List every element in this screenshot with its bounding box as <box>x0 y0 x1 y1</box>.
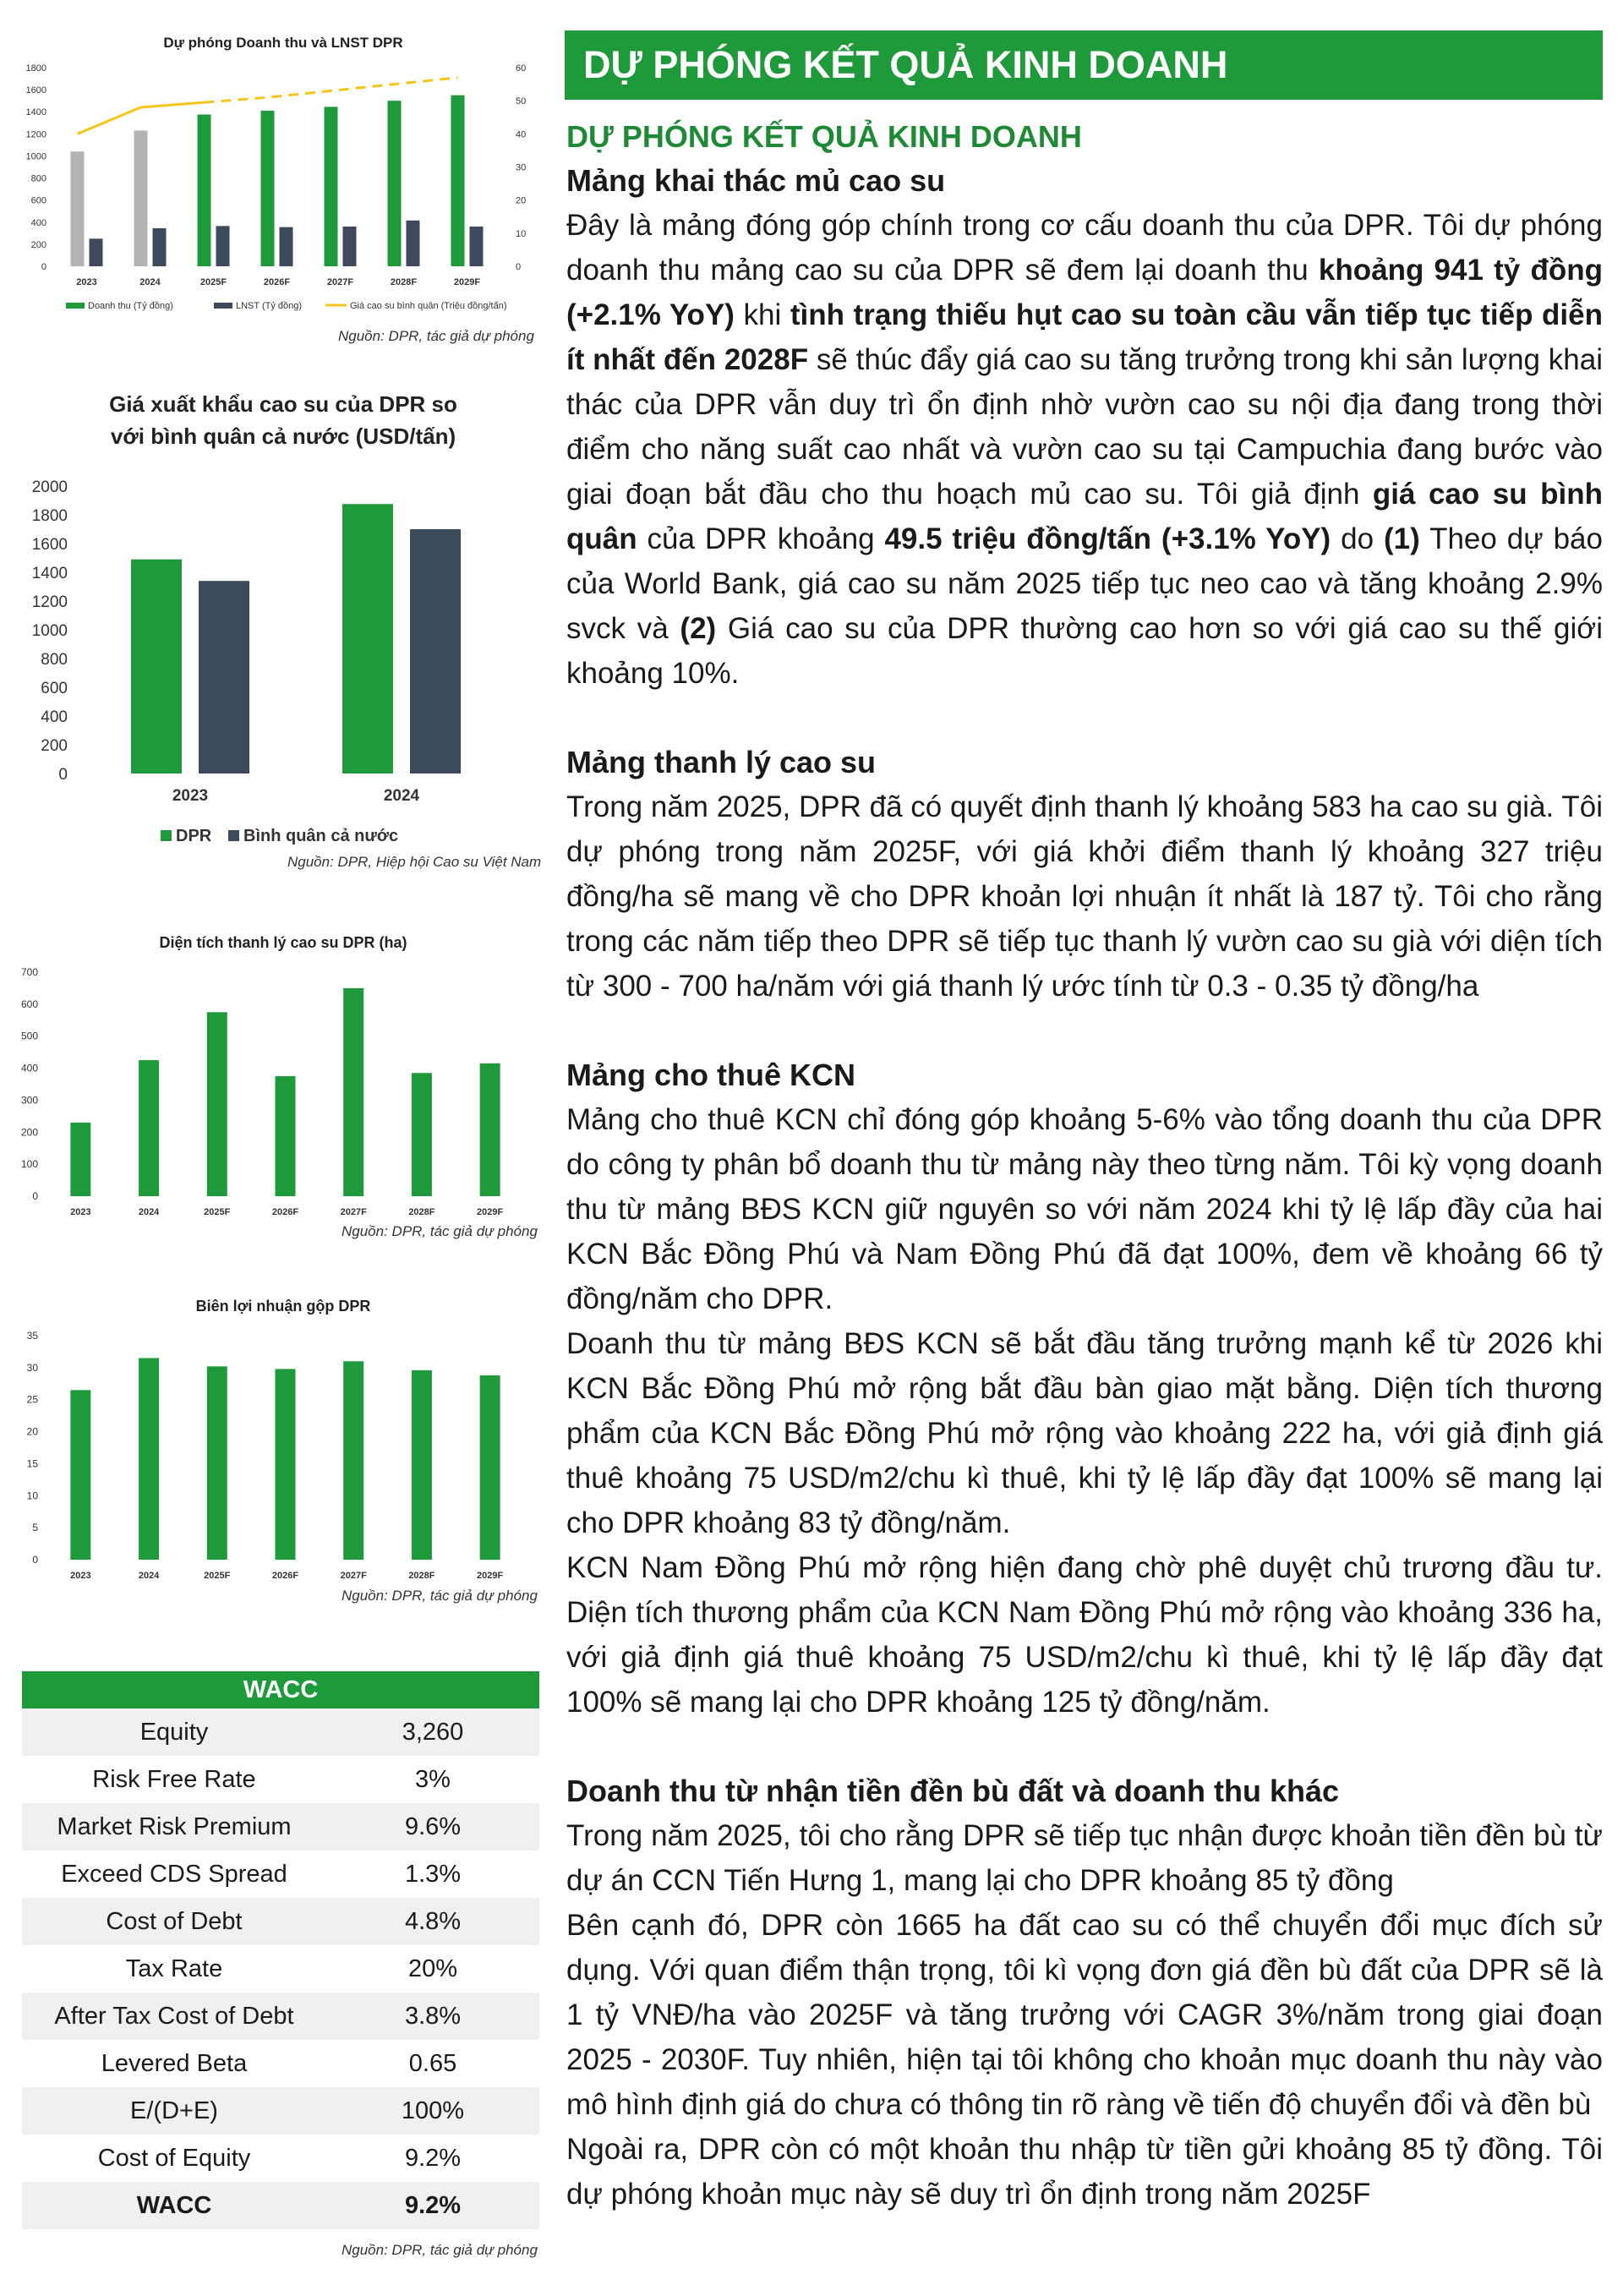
chart-title: Biên lợi nhuận gộp DPR <box>195 1298 371 1315</box>
x-tick-label: 2025F <box>204 1571 231 1581</box>
x-tick-label: 2029F <box>453 277 481 287</box>
y-tick-label: 5 <box>32 1522 38 1534</box>
y-tick-label: 1800 <box>31 507 68 525</box>
bold-run: khoảng 941 tỷ đồng (+2.1% YoY) <box>566 254 1603 331</box>
wacc-row-value: 9.6% <box>404 1812 462 1840</box>
wacc-row-label: E/(D+E) <box>130 2096 218 2124</box>
wacc-row-value: 9.2% <box>404 2144 462 2172</box>
legend-swatch-revenue <box>66 303 85 309</box>
chart-liquidation-area <box>17 926 549 1230</box>
chart-export-price-svg <box>17 385 549 858</box>
bar <box>412 1370 432 1560</box>
bold-run: (1) <box>1384 522 1420 555</box>
chart-revenue-profit-svg <box>17 25 549 355</box>
price-line-actual <box>78 102 205 134</box>
y-tick-label: 500 <box>20 1030 38 1042</box>
wacc-source: Nguồn: DPR, tác giả dự phóng <box>342 2242 538 2258</box>
profit-bar <box>153 228 167 266</box>
section-industrial-park-paragraph-3: KCN Nam Đồng Phú mở rộng hiện đang chờ phê duyệt chủ trương đầu tư. Diện tích thương phẩm của KCN Nam Đồng Phú mở rộng vào khoảng 336 ha, với giả định giá thuê khoảng 75 USD/m2/chu kì thuê, khi tỷ lệ lấp đầy đạt 100% sẽ mang lại cho DPR khoảng 125 tỷ đồng/năm. <box>566 1551 1603 1719</box>
y-tick-label: 1400 <box>25 107 46 118</box>
wacc-row-label: Levered Beta <box>101 2049 248 2077</box>
bar <box>343 988 363 1196</box>
y-tick-label: 1400 <box>31 565 68 582</box>
x-tick-label: 2026F <box>263 277 291 287</box>
wacc-row <box>22 2087 539 2135</box>
x-tick-label: 2026F <box>271 1207 299 1217</box>
section-rubber-paragraph <box>566 203 1603 696</box>
section-industrial-park-paragraph-1: Mảng cho thuê KCN chỉ đóng góp khoảng 5-6% vào tổng doanh thu của DPR do công ty phân bổ doanh thu từ mảng này theo từng năm. Tôi kỳ vọng doanh thu từ mảng BĐS KCN giữ nguyên so với năm 2024 khi tỷ lệ lấp đầy của hai KCN Bắc Đồng Phú và Nam Đồng Phú đã đạt 100%, đem về khoảng 66 tỷ đồng/năm cho DPR. <box>566 1103 1603 1315</box>
section-liquidation-paragraph: Trong năm 2025, DPR đã có quyết định thanh lý khoảng 583 ha cao su già. Tôi dự phóng trong năm 2025F, với giá khởi điểm thanh lý khoảng 327 triệu đồng/ha sẽ mang về cho DPR khoản lợi nhuận ít nhất là 187 tỷ. Tôi cho rằng trong các năm tiếp theo DPR sẽ tiếp tục thanh lý vườn cao su già với diện tích từ 300 - 700 ha/năm với giá thanh lý ước tính từ 0.3 - 0.35 tỷ đồng/ha <box>566 790 1603 1003</box>
chart-liquidation-area-source: Nguồn: DPR, tác giả dự phóng <box>342 1223 538 1239</box>
x-tick-label: 2023 <box>70 1571 91 1581</box>
legend-label: Giá cao su bình quân (Triệu đồng/tấn) <box>350 301 507 311</box>
legend-swatch-profit <box>214 303 232 309</box>
revenue-bar <box>388 101 402 266</box>
y2-tick-label: 0 <box>516 262 522 272</box>
y-tick-label: 20 <box>26 1425 38 1438</box>
wacc-row <box>22 2182 539 2229</box>
wacc-row <box>22 1756 539 1803</box>
dpr-bar <box>131 560 182 774</box>
text-run: khi <box>734 298 790 331</box>
y-tick-label: 400 <box>20 1062 38 1074</box>
wacc-row-label: Equity <box>139 1718 209 1746</box>
bar <box>480 1063 500 1196</box>
text-run: Theo dự báo của World Bank, giá cao su năm 2025 tiếp tục neo cao và tăng khoảng 2.9% svck và <box>566 522 1603 645</box>
profit-bar <box>216 226 230 266</box>
y-tick-label: 800 <box>41 651 68 669</box>
chart-revenue-profit <box>17 25 549 355</box>
chart-liquidation-area-svg <box>17 926 549 1230</box>
x-tick-label: 2029F <box>477 1207 504 1217</box>
wacc-row <box>22 2135 539 2182</box>
dpr-bar <box>342 504 393 774</box>
x-tick-label: 2025F <box>204 1207 231 1217</box>
x-tick-label: 2029F <box>477 1571 504 1581</box>
chart-revenue-profit-source: Nguồn: DPR, tác giả dự phóng <box>338 328 534 344</box>
section-compensation-paragraph-3: Ngoài ra, DPR còn có một khoản thu nhập từ tiền gửi khoảng 85 tỷ đồng. Tôi dự phóng khoản mục này sẽ duy trì ổn định trong năm 2025F <box>566 2133 1603 2211</box>
y2-tick-label: 50 <box>516 96 527 107</box>
section-industrial-park-title: Mảng cho thuê KCN <box>566 1058 855 1092</box>
wacc-table <box>22 1671 539 2229</box>
article-subtitle: DỰ PHÓNG KẾT QUẢ KINH DOANH <box>566 119 1082 154</box>
wacc-row <box>22 2040 539 2087</box>
legend-label: Bình quân cả nước <box>243 827 399 845</box>
y-tick-label: 1200 <box>25 129 46 140</box>
y-tick-label: 400 <box>30 217 46 228</box>
x-tick-label: 2024 <box>139 277 161 287</box>
y-tick-label: 35 <box>26 1330 38 1342</box>
wacc-row <box>22 1945 539 1993</box>
section-compensation-paragraph-2: Bên cạnh đó, DPR còn 1665 ha đất cao su có thể chuyển đổi mục đích sử dụng. Với quan điểm thận trọng, tôi kì vọng đơn giá đền bù đất của DPR sẽ là 1 tỷ VNĐ/ha vào 2025F và tăng trưởng với CAGR 3%/năm trong giai đoạn 2025 - 2030F. Tuy nhiên, hiện tại tôi không cho khoản mục doanh thu này vào mô hình định giá do chưa có thông tin rõ ràng về tiến độ chuyển đổi và đền bù <box>566 1909 1603 2121</box>
text-run: sẽ thúc đẩy giá cao su tăng trưởng trong khi sản lượng khai thác của DPR vẫn duy trì ổn định nhờ vườn cao su nội địa đang trong thời điểm cho năng suất cao nhất và vườn cao su tại Campuchia đang bước vào giai đoạn bắt đầu cho thu hoạch mủ cao su. Tôi giả định <box>566 343 1603 511</box>
y2-tick-label: 30 <box>516 162 527 173</box>
section-industrial-park-paragraph-2: Doanh thu từ mảng BĐS KCN sẽ bắt đầu tăng trưởng mạnh kể từ 2026 khi KCN Bắc Đồng Phú mở rộng bắt đầu bàn giao mặt bằng. Diện tích thương phẩm của KCN Bắc Đồng Phú mở rộng vào khoảng 222 ha, với giả định giá thuê khoảng 75 USD/m2/chu kì thuê, khi tỷ lệ lấp đầy đạt 100% sẽ mang lại cho DPR khoảng 83 tỷ đồng/năm. <box>566 1327 1603 1539</box>
y-tick-label: 300 <box>20 1094 38 1107</box>
y-tick-label: 200 <box>20 1126 38 1139</box>
wacc-row-value: 3% <box>415 1765 451 1793</box>
legend-label: Doanh thu (Tỷ đồng) <box>88 301 173 311</box>
y-tick-label: 1000 <box>31 622 68 640</box>
chart-title: Diện tích thanh lý cao su DPR (ha) <box>159 934 407 951</box>
y-tick-label: 200 <box>41 737 68 755</box>
x-tick-label: 2023 <box>76 277 97 287</box>
wacc-row-label: Tax Rate <box>125 1954 223 1982</box>
y-tick-label: 0 <box>32 1554 38 1566</box>
y2-tick-label: 10 <box>516 228 527 239</box>
x-tick-label: 2024 <box>138 1571 160 1581</box>
wacc-row-value: 1.3% <box>404 1860 462 1888</box>
bar <box>139 1060 159 1196</box>
y-tick-label: 1000 <box>25 151 46 162</box>
y-tick-label: 30 <box>26 1361 38 1374</box>
section-liquidation-title: Mảng thanh lý cao su <box>566 745 877 779</box>
x-tick-label: 2026F <box>271 1571 299 1581</box>
bar <box>276 1076 296 1196</box>
wacc-row-label: Market Risk Premium <box>57 1812 292 1840</box>
revenue-bar <box>325 107 338 266</box>
bar <box>70 1390 90 1560</box>
bar <box>343 1361 363 1560</box>
wacc-row-label: Risk Free Rate <box>92 1765 256 1793</box>
chart-export-price <box>17 385 549 858</box>
y-tick-label: 1600 <box>31 536 68 554</box>
bold-run: tình trạng thiếu hụt cao su toàn cầu vẫn tiếp tục tiếp diễn ít nhất đến 2028F <box>566 298 1603 376</box>
legend-label: DPR <box>176 827 212 845</box>
x-tick-label: 2027F <box>340 1571 367 1581</box>
wacc-row <box>22 1993 539 2040</box>
chart-title-line2: với bình quân cả nước (USD/tấn) <box>110 424 456 449</box>
bold-run: (2) <box>680 612 717 645</box>
y-tick-label: 1800 <box>25 63 46 74</box>
legend-label: LNST (Tỷ đồng) <box>236 301 303 311</box>
chart-export-price-source: Nguồn: DPR, Hiệp hội Cao su Việt Nam <box>287 854 542 870</box>
wacc-row-value: 9.2% <box>404 2191 462 2219</box>
bar <box>207 1012 227 1196</box>
bar <box>480 1375 500 1560</box>
legend-swatch-avg <box>228 830 239 841</box>
y-tick-label: 1200 <box>31 593 68 611</box>
profit-bar <box>90 238 103 266</box>
bar <box>276 1369 296 1560</box>
bar <box>207 1366 227 1560</box>
wacc-row <box>22 1803 539 1850</box>
wacc-row-label: After Tax Cost of Debt <box>54 2002 294 2030</box>
x-tick-label: 2023 <box>70 1207 91 1217</box>
chart-gross-margin <box>17 1289 549 1594</box>
y-tick-label: 600 <box>20 998 38 1010</box>
wacc-row-label: Cost of Equity <box>97 2144 251 2172</box>
x-tick-label: 2025F <box>199 277 227 287</box>
profit-bar <box>470 227 484 266</box>
y-tick-label: 0 <box>32 1190 38 1202</box>
revenue-bar <box>261 111 275 266</box>
y2-tick-label: 60 <box>516 63 527 74</box>
chart-gross-margin-source: Nguồn: DPR, tác giả dự phóng <box>342 1588 538 1604</box>
x-tick-label: 2027F <box>340 1207 367 1217</box>
section-compensation-title: Doanh thu từ nhận tiền đền bù đất và doanh thu khác <box>566 1774 1340 1808</box>
x-tick-label: 2024 <box>138 1207 160 1217</box>
bold-run: giá cao su bình quân <box>566 478 1603 555</box>
wacc-row <box>22 1898 539 1945</box>
legend-swatch-dpr <box>161 830 172 841</box>
x-tick-label: 2027F <box>326 277 354 287</box>
y-tick-label: 200 <box>30 239 46 250</box>
y-tick-label: 100 <box>20 1158 38 1171</box>
y-tick-label: 0 <box>58 766 68 784</box>
chart-gross-margin-svg <box>17 1289 549 1594</box>
wacc-row-label: WACC <box>136 2191 212 2219</box>
wacc-row-value: 100% <box>401 2096 465 2124</box>
revenue-bar <box>451 96 465 266</box>
chart-title: Dự phóng Doanh thu và LNST DPR <box>163 35 403 51</box>
y-tick-label: 600 <box>41 680 68 697</box>
profit-bar <box>343 227 357 266</box>
wacc-row-label: Exceed CDS Spread <box>61 1860 287 1888</box>
wacc-row <box>22 1708 539 1756</box>
price-line-forecast <box>205 78 458 102</box>
wacc-row-value: 4.8% <box>404 1907 462 1935</box>
x-tick-label: 2028F <box>408 1207 435 1217</box>
national-avg-bar <box>199 581 249 774</box>
national-avg-bar <box>410 529 461 774</box>
wacc-row-label: Cost of Debt <box>106 1907 243 1935</box>
y2-tick-label: 40 <box>516 129 527 140</box>
y-tick-label: 600 <box>30 195 46 206</box>
revenue-bar <box>71 151 85 266</box>
wacc-table-body <box>22 1708 539 2229</box>
x-tick-label: 2028F <box>390 277 418 287</box>
text-run: Đây là mảng đóng góp chính trong cơ cấu doanh thu của DPR. Tôi dự phóng doanh thu mảng cao su của DPR sẽ đem lại doanh thu <box>566 209 1603 287</box>
profit-bar <box>280 227 293 266</box>
bold-run: 49.5 triệu đồng/tấn (+3.1% YoY) <box>884 522 1331 555</box>
revenue-bar <box>134 130 148 266</box>
y-tick-label: 0 <box>41 262 46 272</box>
text-run: do <box>1331 522 1384 555</box>
bar <box>139 1358 159 1561</box>
text-run: Giá cao su của DPR thường cao hơn so với giá cao su thế giới khoảng 10%. <box>566 612 1603 690</box>
section-compensation-paragraph-1: Trong năm 2025, tôi cho rằng DPR sẽ tiếp tục nhận được khoản tiền đền bù từ dự án CCN Tiến Hưng 1, mang lại cho DPR khoảng 85 tỷ đồng <box>566 1819 1603 1897</box>
article <box>566 115 1603 2217</box>
y-tick-label: 400 <box>41 708 68 726</box>
y-tick-label: 25 <box>26 1393 38 1406</box>
page-banner: DỰ PHÓNG KẾT QUẢ KINH DOANH <box>565 30 1603 100</box>
y-tick-label: 700 <box>20 966 38 978</box>
wacc-row-value: 3.8% <box>404 2002 462 2030</box>
section-rubber-title: Mảng khai thác mủ cao su <box>566 163 946 198</box>
x-tick-label: 2023 <box>172 787 209 805</box>
x-tick-label: 2024 <box>383 787 420 805</box>
wacc-row-value: 20% <box>407 1954 458 1982</box>
y-tick-label: 1600 <box>25 85 46 96</box>
chart-title-line1: Giá xuất khẩu cao su của DPR so <box>109 391 457 417</box>
bar <box>412 1073 432 1196</box>
wacc-row-value: 3,260 <box>402 1718 464 1746</box>
profit-bar <box>407 221 420 266</box>
x-tick-label: 2028F <box>408 1571 435 1581</box>
bar <box>70 1123 90 1196</box>
y-tick-label: 2000 <box>31 478 68 496</box>
y-tick-label: 800 <box>30 173 46 184</box>
wacc-row-value: 0.65 <box>408 2049 457 2077</box>
revenue-bar <box>198 114 211 266</box>
y2-tick-label: 20 <box>516 195 527 206</box>
y-tick-label: 10 <box>26 1490 38 1502</box>
wacc-row <box>22 1850 539 1898</box>
wacc-table-header: WACC <box>22 1671 539 1708</box>
text-run: của DPR khoảng <box>637 522 885 555</box>
y-tick-label: 15 <box>26 1457 38 1470</box>
